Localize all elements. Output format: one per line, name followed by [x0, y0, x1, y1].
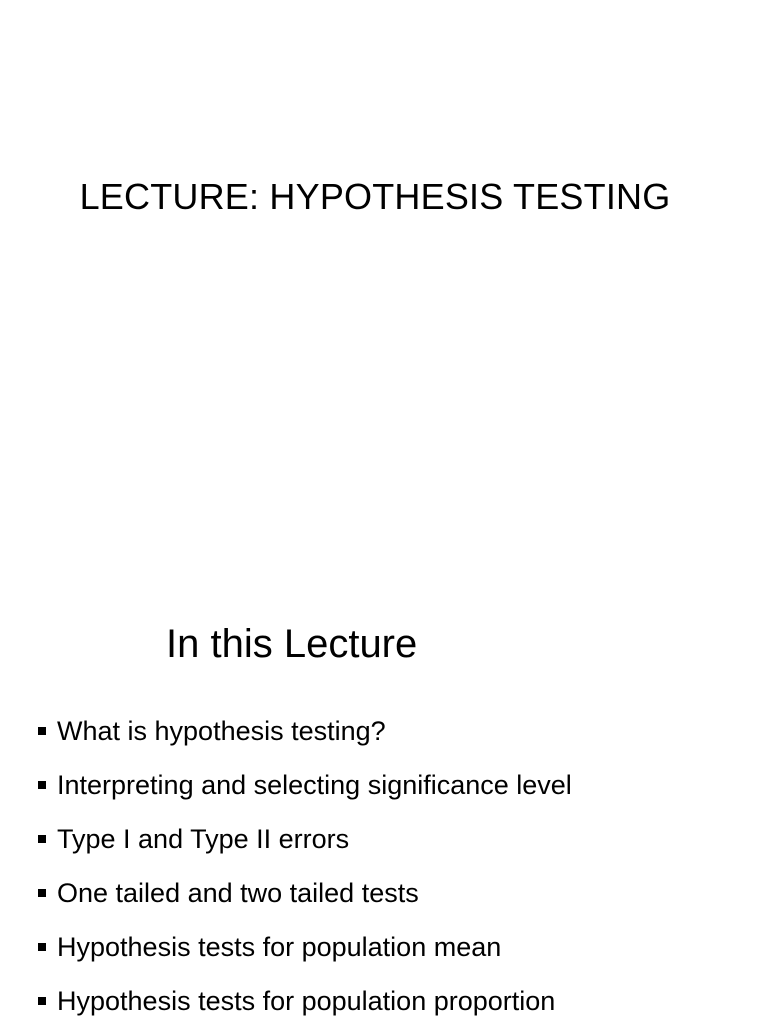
square-bullet-icon [38, 889, 46, 897]
lecture-title: LECTURE: HYPOTHESIS TESTING [79, 176, 671, 217]
list-item-text: Hypothesis tests for population mean [57, 932, 502, 962]
list-item-text: Hypothesis tests for population proportion [57, 986, 556, 1016]
list-item-text: What is hypothesis testing? [57, 716, 386, 746]
section-heading: In this Lecture [166, 622, 418, 666]
square-bullet-icon [38, 781, 46, 789]
list-item-text: Type I and Type II errors [57, 824, 350, 854]
square-bullet-icon [38, 835, 46, 843]
list-item-text: Interpreting and selecting significance level [57, 770, 572, 800]
square-bullet-icon [38, 943, 46, 951]
square-bullet-icon [38, 997, 46, 1005]
square-bullet-icon [38, 727, 46, 735]
list-item-text: One tailed and two tailed tests [57, 878, 419, 908]
